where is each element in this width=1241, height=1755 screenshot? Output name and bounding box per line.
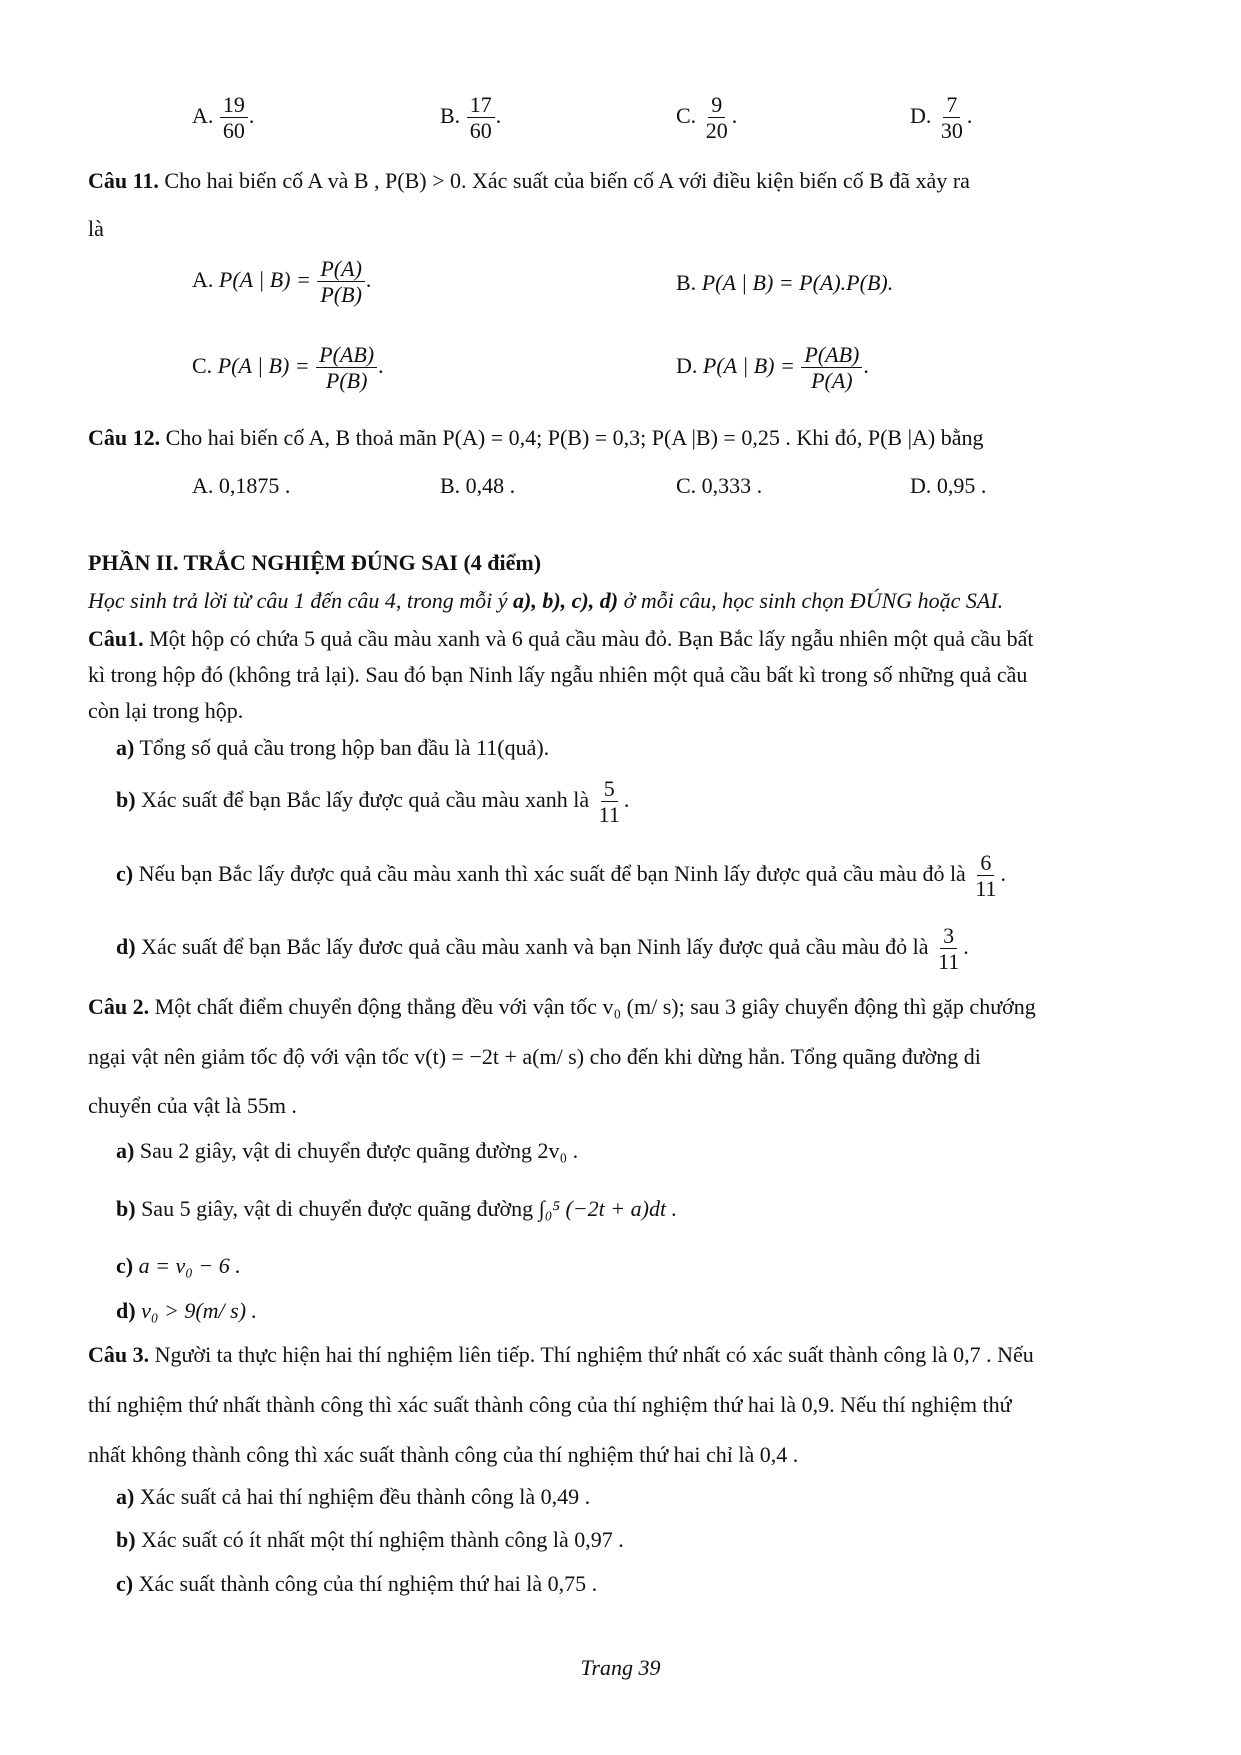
q11-option-d: D. P(A | B) = $\frac{P(AB)}{P(A)}$ . (676, 342, 869, 394)
c1-line1: Câu1. Một hộp có chứa 5 quả cầu màu xanh và 6 quả cầu màu đỏ. Bạn Bắc lấy ngẫu nhiên một quả cầu bất (88, 626, 1034, 651)
q10-option-a: A. $\frac{19}{60}$ . (192, 92, 255, 144)
q10-option-d: D. $\frac{7}{30}$ . (910, 92, 973, 144)
c3-item-b: b) Xác suất có ít nhất một thí nghiệm thành công là 0,97 . (116, 1527, 624, 1552)
q11-stem-cont: là (88, 216, 104, 241)
page-number: Trang 39 (580, 1655, 661, 1680)
q10-option-b: B. $\frac{17}{60}$ . (440, 92, 502, 144)
integral-expression: ∫₀⁵ (−2t + a)dt . (538, 1196, 678, 1221)
q12-option-c: C. 0,333 . (676, 473, 763, 498)
c1-line2: kì trong hộp đó (không trả lại). Sau đó bạn Ninh lấy ngẫu nhiên một quả cầu bất kì trong số những quả cầu (88, 662, 1028, 687)
q11-option-a: A. P(A | B) = $\frac{P(A)}{P(B)}$ . (192, 256, 372, 308)
c2-line3: chuyển của vật là 55m . (88, 1093, 297, 1118)
c2-item-a: a) Sau 2 giây, vật di chuyển được quãng đường 2v₀ . (116, 1138, 579, 1163)
q11-option-c: C. P(A | B) = $\frac{P(AB)}{P(B)}$ . (192, 342, 384, 394)
c1-item-a: a) Tổng số quả cầu trong hộp ban đầu là 11(quả). (116, 735, 550, 760)
c1-item-b: b) Xác suất để bạn Bắc lấy được quả cầu màu xanh là $\frac{5}{11}$ . (116, 776, 630, 828)
c2-line2: ngại vật nên giảm tốc độ với vận tốc v(t) = −2t + a(m/ s) cho đến khi dừng hẳn. Tổng quãng đường di (88, 1044, 981, 1069)
c3-item-c: c) Xác suất thành công của thí nghiệm thứ hai là 0,75 . (116, 1571, 598, 1596)
part2-title: PHẦN II. TRẮC NGHIỆM ĐÚNG SAI (4 điểm) (88, 550, 542, 575)
c3-line1: Câu 3. Người ta thực hiện hai thí nghiệm liên tiếp. Thí nghiệm thứ nhất có xác suất thành công là 0,7 . Nếu (88, 1342, 1034, 1367)
c2-item-c: c) a = v₀ − 6 . (116, 1253, 241, 1278)
q10-option-c: C. $\frac{9}{20}$ . (676, 92, 738, 144)
c3-line3: nhất không thành công thì xác suất thành công của thí nghiệm thứ hai chỉ là 0,4 . (88, 1442, 799, 1467)
part2-instructions: Học sinh trả lời từ câu 1 đến câu 4, trong mỗi ý a), b), c), d) ở mỗi câu, học sinh chọn ĐÚNG hoặc SAI. (88, 588, 1004, 613)
q12-stem: Câu 12. Cho hai biến cố A, B thoả mãn P(A) = 0,4; P(B) = 0,3; P(A |B) = 0,25 . Khi đó, P(B |A) bằng (88, 425, 984, 450)
c2-item-d: d) v₀ > 9(m/ s) . (116, 1298, 258, 1323)
c1-item-c: c) Nếu bạn Bắc lấy được quả cầu màu xanh thì xác suất để bạn Ninh lấy được quả cầu màu đỏ là $\frac{6}{11}$ . (116, 850, 1007, 902)
c1-item-d: d) Xác suất để bạn Bắc lấy đươc quả cầu màu xanh và bạn Ninh lấy được quả cầu màu đỏ là $\frac{3}{11}$ . (116, 923, 969, 975)
q12-option-d: D. 0,95 . (910, 473, 987, 498)
c2-item-b: b) Sau 5 giây, vật di chuyển được quãng đường ∫₀⁵ (−2t + a)dt . (116, 1196, 678, 1221)
q11-stem: Câu 11. Cho hai biến cố A và B , P(B) > 0. Xác suất của biến cố A với điều kiện biến cố B đã xảy ra (88, 168, 970, 193)
c2-line1: Câu 2. Một chất điểm chuyển động thẳng đều với vận tốc v₀ (m/ s); sau 3 giây chuyển động thì gặp chướng (88, 994, 1036, 1019)
q11-option-b: B. P(A | B) = P(A).P(B). (676, 270, 894, 295)
c3-item-a: a) Xác suất cả hai thí nghiệm đều thành công là 0,49 . (116, 1484, 591, 1509)
c1-line3: còn lại trong hộp. (88, 698, 244, 723)
c3-line2: thí nghiệm thứ nhất thành công thì xác suất thành công của thí nghiệm thứ hai là 0,9. Nếu thí nghiệm thứ (88, 1392, 1012, 1417)
q12-option-a: A. 0,1875 . (192, 473, 291, 498)
q12-option-b: B. 0,48 . (440, 473, 516, 498)
